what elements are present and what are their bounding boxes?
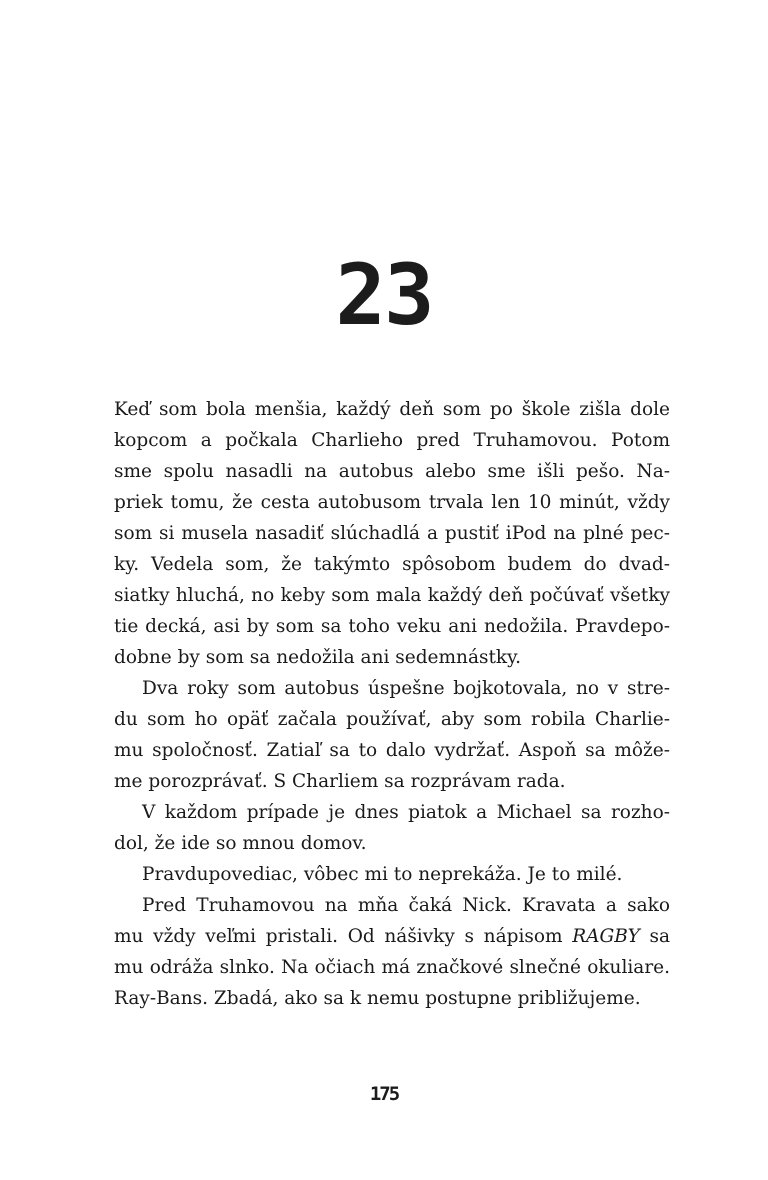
text-run: mu vždy veľmi pristali. Od nášivky s nápisom	[114, 926, 573, 947]
italic-word: RAGBY	[572, 926, 640, 947]
text-line: som si musela nasadiť slúchadlá a pustiť iPod na plné pec-	[114, 523, 670, 544]
body-text	[114, 394, 670, 1014]
text-line: sme spolu nasadli na autobus alebo sme išli pešo. Na-	[114, 461, 670, 482]
page-number: 175	[369, 1083, 399, 1105]
text-line: kopcom a počkala Charlieho pred Truhamovou. Potom	[114, 430, 670, 451]
text-line: Keď som bola menšia, každý deň som po škole zišla dole	[114, 399, 670, 420]
text-line: dobne by som sa nedožila ani sedemnástky.	[114, 647, 522, 668]
text-line: me porozprávať. S Charliem sa rozprávam rada.	[114, 771, 566, 792]
text-line: ky. Vedela som, že takýmto spôsobom budem do dvad-	[114, 554, 670, 575]
text-line: du som ho opäť začala používať, aby som robila Charlie-	[114, 709, 670, 730]
text-line: priek tomu, že cesta autobusom trvala len 10 minút, vždy	[114, 492, 670, 513]
text-line: Dva roky som autobus úspešne bojkotovala, no v stre-	[142, 678, 670, 699]
text-run: sa	[639, 926, 670, 947]
text-line: Pravdupovediac, vôbec mi to neprekáža. Je to milé.	[142, 864, 623, 885]
text-line: Pred Truhamovou na mňa čaká Nick. Kravata a sako	[142, 895, 670, 916]
chapter-number: 23	[335, 246, 433, 344]
text-line: mu spoločnosť. Zatiaľ sa to dalo vydržať. Aspoň sa môže-	[114, 740, 670, 761]
text-line: V každom prípade je dnes piatok a Michael sa rozho-	[142, 802, 670, 823]
text-line: Ray-Bans. Zbadá, ako sa k nemu postupne približujeme.	[114, 988, 641, 1009]
text-line	[114, 921, 670, 952]
text-line: dol, že ide so mnou domov.	[114, 833, 367, 854]
text-line: siatky hluchá, no keby som mala každý deň počúvať všetky	[114, 585, 670, 606]
text-line: mu odráža slnko. Na očiach má značkové slnečné okuliare.	[114, 957, 670, 978]
text-line: tie decká, asi by som sa toho veku ani nedožila. Pravdepo-	[114, 616, 670, 637]
